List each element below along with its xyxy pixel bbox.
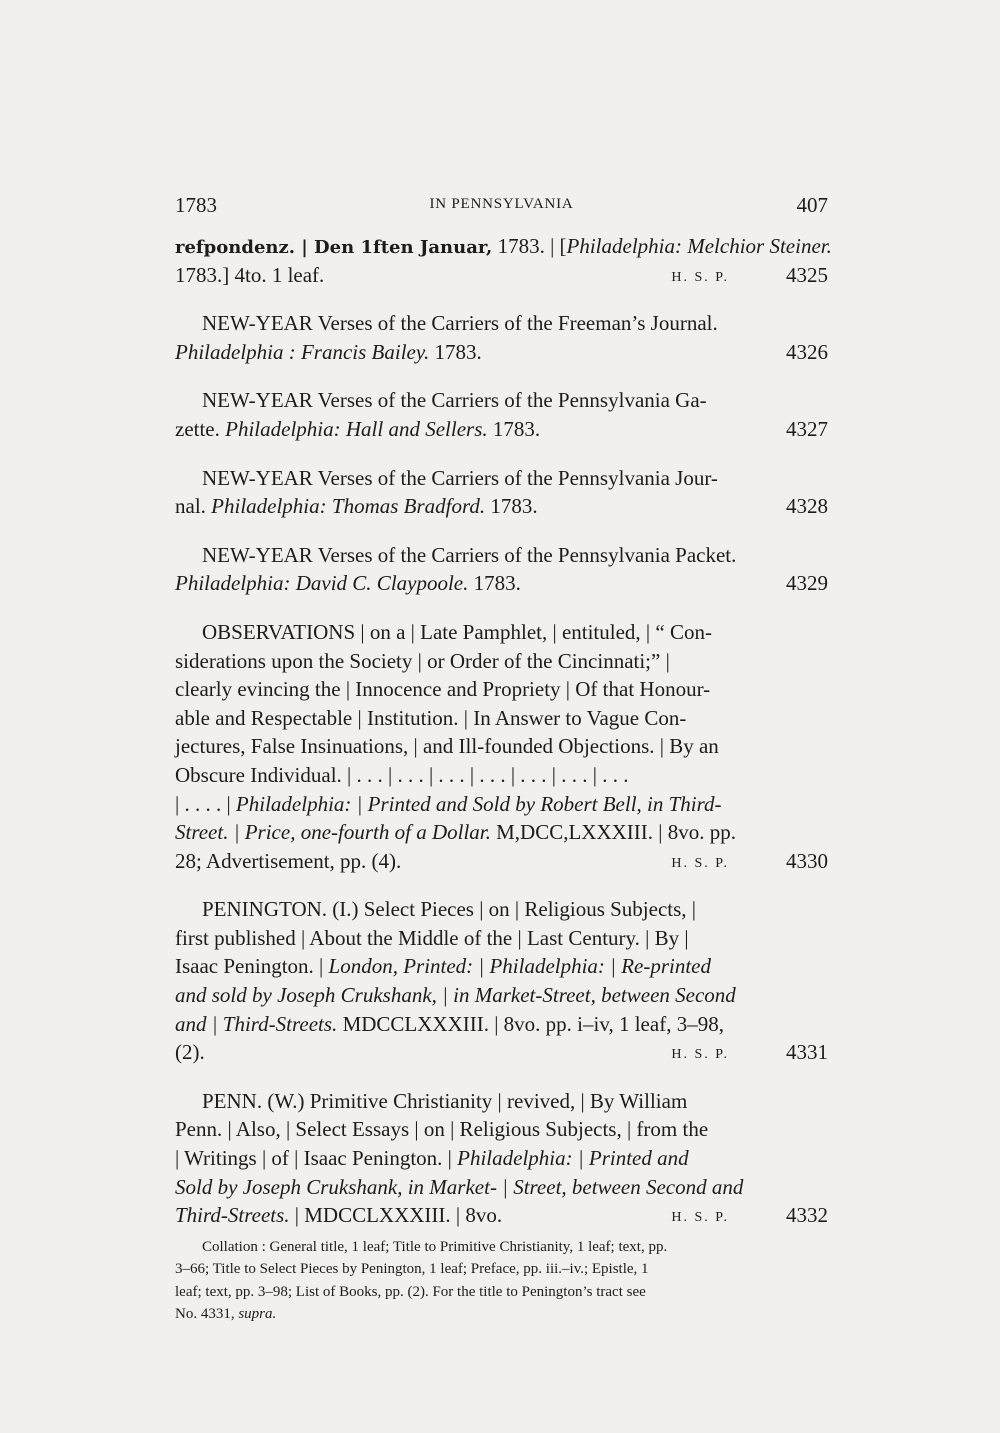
text-segment: jectures, False Insinuations, | and Ill-founded Objections. | By an xyxy=(175,734,719,759)
text-segment: 3–66; Title to Select Pieces by Penington, 1 leaf; Preface, pp. iii.–iv.; Epistle, 1 xyxy=(175,1261,649,1278)
note-line xyxy=(175,1281,828,1304)
text-segment: M,DCC,LXXXIII. | 8vo. pp. xyxy=(490,820,736,845)
text-segment: 1783. | [ xyxy=(492,234,567,258)
text-segment: Obscure Individual. | . . . | . . . | . . . | . . . | . . . | . . . | . . . xyxy=(175,762,629,787)
running-head xyxy=(175,193,828,223)
entry-line xyxy=(175,1010,828,1039)
entry-number: 4327 xyxy=(786,416,828,441)
entry-line xyxy=(175,981,828,1010)
text-segment: 28; Advertisement, pp. (4). xyxy=(175,848,402,873)
italic-text-segment: Philadelphia : Francis Bailey. xyxy=(175,339,430,364)
text-segment: No. 4331, xyxy=(175,1306,239,1323)
library-siglum: H. S. P. xyxy=(671,1210,729,1226)
text-segment: refpondenz. | Den 1ften Januar, xyxy=(175,237,493,258)
entry-line xyxy=(175,492,828,521)
italic-text-segment: Philadelphia: | Printed and Sold by Robert Bell, in Third- xyxy=(235,791,722,816)
italic-text-segment: London, Printed: | Philadelphia: | Re-printed xyxy=(328,954,712,979)
entry-line xyxy=(175,647,828,676)
italic-text-segment: Philadelphia: Thomas Bradford. xyxy=(211,494,486,519)
italic-text-segment: Street. | Price, one-fourth of a Dollar. xyxy=(175,820,491,845)
entry-line xyxy=(175,818,828,847)
page-number: 407 xyxy=(796,193,828,217)
entry-line xyxy=(175,232,832,261)
entry-line xyxy=(175,338,828,367)
text-segment: | Writings | of | Isaac Penington. | xyxy=(175,1146,458,1171)
entry-line xyxy=(175,618,828,647)
text-segment: 1783. xyxy=(429,339,482,364)
library-siglum: H. S. P. xyxy=(671,1047,729,1063)
entry-line xyxy=(175,1087,828,1116)
italic-text-segment: Philadelphia: Hall and Sellers. xyxy=(225,416,488,441)
text-segment: 1783. xyxy=(487,416,541,441)
catalog-entry xyxy=(175,232,832,289)
text-segment: leaf; text, pp. 3–98; List of Books, pp. (2). For the title to Penington’s tract see xyxy=(175,1283,646,1300)
running-head-year: 1783 xyxy=(175,193,217,217)
catalog-entry xyxy=(175,895,828,1067)
entry-line xyxy=(175,1144,828,1173)
entry-number: 4328 xyxy=(786,494,828,519)
catalog-entry xyxy=(175,386,828,443)
note-line xyxy=(175,1236,828,1259)
library-siglum: H. S. P. xyxy=(671,855,729,871)
bibliography-entries xyxy=(175,232,832,1326)
entry-line xyxy=(175,415,828,444)
running-head-title: IN PENNSYLVANIA xyxy=(429,196,574,212)
entry-line xyxy=(175,704,828,733)
catalog-entry xyxy=(175,618,828,875)
entry-line xyxy=(175,847,828,876)
entry-line xyxy=(175,952,828,981)
catalog-entry xyxy=(175,541,828,598)
entry-line xyxy=(175,386,828,415)
collation-note xyxy=(175,1236,828,1326)
entry-line xyxy=(175,464,828,493)
entry-line xyxy=(175,1201,828,1230)
text-segment: 1783. xyxy=(485,494,538,519)
text-segment: zette. xyxy=(175,416,226,441)
text-segment: PENINGTON. (I.) Select Pieces | on | Religious Subjects, | xyxy=(202,897,696,922)
entry-line xyxy=(175,895,828,924)
text-segment: PENN. (W.) Primitive Christianity | revived, | By William xyxy=(202,1088,688,1113)
entry-number: 4329 xyxy=(786,571,828,596)
entry-line xyxy=(175,261,828,290)
italic-text-segment: Philadelphia: David C. Claypoole. xyxy=(175,571,469,596)
text-segment: | . . . . | xyxy=(175,791,236,816)
entry-line xyxy=(175,761,828,790)
text-segment: clearly evincing the | Innocence and Propriety | Of that Honour- xyxy=(175,677,711,702)
italic-text-segment: and sold by Joseph Crukshank, | in Market-Street, between Second xyxy=(175,983,736,1008)
note-line xyxy=(175,1303,828,1326)
entry-number: 4332 xyxy=(786,1203,828,1228)
text-segment: (2). xyxy=(175,1040,205,1065)
library-siglum: H. S. P. xyxy=(671,269,729,285)
text-segment: NEW-YEAR Verses of the Carriers of the Pennsylvania Jour- xyxy=(202,465,718,490)
text-segment: able and Respectable | Institution. | In Answer to Vague Con- xyxy=(175,705,687,730)
italic-text-segment: Third-Streets. xyxy=(175,1203,290,1228)
entry-line xyxy=(175,569,828,598)
text-segment: Collation : General title, 1 leaf; Title to Primitive Christianity, 1 leaf; text, pp. xyxy=(202,1238,668,1255)
text-segment: | MDCCLXXXIII. | 8vo. xyxy=(289,1203,503,1228)
entry-number: 4331 xyxy=(786,1040,828,1065)
catalog-entry xyxy=(175,309,828,366)
italic-text-segment: Sold by Joseph Crukshank, in Market- | Street, between Second and xyxy=(175,1174,744,1199)
text-segment: nal. xyxy=(175,494,212,519)
italic-text-segment: Philadelphia: | Printed and xyxy=(457,1146,689,1171)
catalog-entry xyxy=(175,1087,828,1230)
text-segment: siderations upon the Society | or Order of the Cincinnati;” | xyxy=(175,648,670,673)
text-segment: NEW-YEAR Verses of the Carriers of the Pennsylvania Packet. xyxy=(202,542,737,567)
entry-line xyxy=(175,1173,828,1202)
entry-number: 4325 xyxy=(786,262,828,287)
entry-number: 4330 xyxy=(786,848,828,873)
entry-line xyxy=(175,675,828,704)
entry-line xyxy=(175,1115,828,1144)
entry-line xyxy=(175,790,828,819)
text-segment: OBSERVATIONS | on a | Late Pamphlet, | entituled, | “ Con- xyxy=(202,619,712,644)
entry-line xyxy=(175,541,828,570)
text-segment: NEW-YEAR Verses of the Carriers of the Pennsylvania Ga- xyxy=(202,388,707,413)
italic-text-segment: Philadelphia: Melchior Steiner. xyxy=(566,234,832,258)
text-segment: 1783. xyxy=(468,571,521,596)
entry-line xyxy=(175,1038,828,1067)
text-segment: MDCCLXXXIII. | 8vo. pp. i–iv, 1 leaf, 3–98, xyxy=(337,1011,724,1036)
text-segment: first published | About the Middle of the | Last Century. | By | xyxy=(175,925,689,950)
entry-line xyxy=(175,732,828,761)
italic-text-segment: supra. xyxy=(238,1306,277,1323)
text-segment: NEW-YEAR Verses of the Carriers of the Freeman’s Journal. xyxy=(202,311,718,336)
note-line xyxy=(175,1258,828,1281)
text-segment: 1783.] 4to. 1 leaf. xyxy=(175,262,325,287)
italic-text-segment: and | Third-Streets. xyxy=(175,1011,338,1036)
catalog-entry xyxy=(175,464,828,521)
text-segment: Penn. | Also, | Select Essays | on | Religious Subjects, | from the xyxy=(175,1117,709,1142)
entry-line xyxy=(175,924,828,953)
entry-number: 4326 xyxy=(786,339,828,364)
entry-line xyxy=(175,309,828,338)
text-segment: Isaac Penington. | xyxy=(175,954,329,979)
